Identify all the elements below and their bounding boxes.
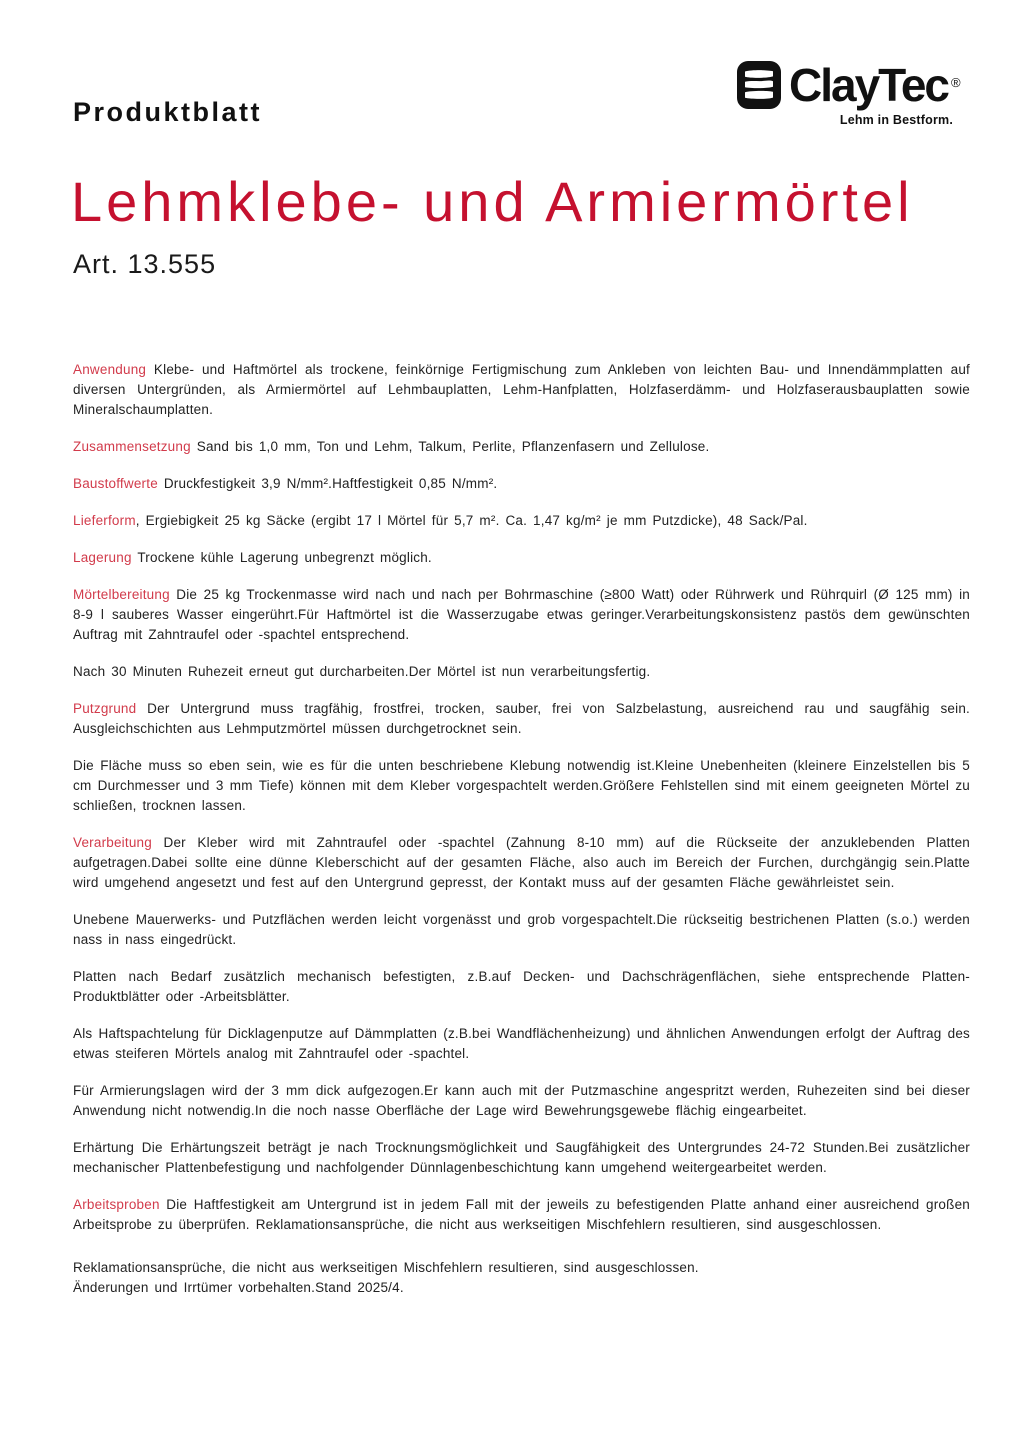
paragraph-text: Platten nach Bedarf zusätzlich mechanisch befestigten, z.B.auf Decken- und Dachschrägenflächen, siehe entsprechende Platten-Produktblätter oder -Arbeitsblätter.: [73, 969, 970, 1004]
footer-line: Änderungen und Irrtümer vorbehalten.Stand 2025/4.: [73, 1280, 404, 1295]
paragraph-text: Sand bis 1,0 mm, Ton und Lehm, Talkum, Perlite, Pflanzenfasern und Zellulose.: [190, 439, 710, 454]
section-label: Arbeitsproben: [73, 1197, 160, 1212]
section-label: Anwendung: [73, 362, 147, 377]
section-label: Lieferform: [73, 513, 136, 528]
paragraph-text: Unebene Mauerwerks- und Putzflächen werden leicht vorgenässt und grob vorgespachtelt.Die rückseitig bestrichenen Platten (s.o.) werden nass in nass eingedrückt.: [73, 912, 970, 947]
paragraph-text: Als Haftspachtelung für Dicklagenputze auf Dämmplatten (z.B.bei Wandflächenheizung) und ähnlichen Anwendungen erfolgt der Auftrag des etwas steiferen Mörtels analog mit Zahntraufel oder -spachtel.: [73, 1026, 970, 1061]
paragraph-text: Klebe- und Haftmörtel als trockene, feinkörnige Fertigmischung zum Ankleben von leichten Bau- und Innendämmplatten auf diversen Untergründen, als Armiermörtel auf Lehmbauplatten, Lehm-Hanfplatten, Holzfaserdämm- und Holzfaserausbauplatten sowie Mineralschaumplatten.: [73, 362, 970, 417]
paragraph-text: Erhärtung Die Erhärtungszeit beträgt je nach Trocknungsmöglichkeit und Saugfähigkeit des Untergrundes 24-72 Stunden.Bei zusätzlicher mechanischer Plattenbefestigung und nachfolgender Dünnlagenbeschichtung kann umgehend weitergearbeitet werden.: [73, 1140, 970, 1175]
paragraph-text: Druckfestigkeit 3,9 N/mm².Haftfestigkeit 0,85 N/mm².: [157, 476, 498, 491]
section-label: Baustoffwerte: [73, 476, 158, 491]
paragraph-text: Trockene kühle Lagerung unbegrenzt möglich.: [131, 550, 432, 565]
paragraph-arbeitsproben: [73, 1195, 970, 1235]
document-type-label: Produktblatt: [73, 97, 262, 127]
section-label: Mörtelbereitung: [73, 587, 170, 602]
section-label: Lagerung: [73, 550, 132, 565]
logo-row: [737, 59, 961, 111]
paragraph-text: Die 25 kg Trockenmasse wird nach und nach per Bohrmaschine (≥800 Watt) oder Rührwerk und Rührquirl (Ø 125 mm) in 8-9 l sauberes Wasser eingerührt.Für Haftmörtel ist die Wasserzugabe etwas geringer.Verarbeitungskonsistenz pastös dem gewünschten Auftrag mit Zahntraufel oder -spachtel entsprechend.: [73, 587, 970, 642]
section-label: Putzgrund: [73, 701, 137, 716]
paragraph-text: Die Fläche muss so eben sein, wie es für die unten beschriebene Klebung notwendig ist.Kleine Unebenheiten (kleinere Einzelstellen bis 5 cm Durchmesser und 3 mm Tiefe) können mit dem Kleber vorgespachtelt werden.Größere Fehlstellen sind mit einem geeigneten Mörtel zu schließen, trocknen lassen.: [73, 758, 970, 813]
paragraph-erhaertung: [73, 1138, 970, 1178]
datasheet-body: [73, 360, 970, 1298]
paragraph-baustoffwerte: [73, 474, 970, 494]
paragraph-anwendung: [73, 360, 970, 420]
paragraph-text: Der Kleber wird mit Zahntraufel oder -spachtel (Zahnung 8-10 mm) auf die Rückseite der anzuklebenden Platten aufgetragen.Dabei sollte eine dünne Kleberschicht auf der gesamten Fläche, also auch im Bereich der Furchen, durchgängig sein.Platte wird umgehend angesetzt und fest auf den Untergrund gepresst, der Kontakt muss auf der gesamten Fläche gewährleistet sein.: [73, 835, 970, 890]
paragraph-verarbeitung: [73, 833, 970, 893]
paragraph-text: Nach 30 Minuten Ruhezeit erneut gut durcharbeiten.Der Mörtel ist nun verarbeitungsfertig.: [73, 664, 651, 679]
product-title: Lehmklebe- und Armiermörtel: [71, 170, 914, 233]
paragraph-text: Die Haftfestigkeit am Untergrund ist in jedem Fall mit der jeweils zu befestigenden Platte anhand einer ausreichend großen Arbeitsprobe zu überprüfen. Reklamationsansprüche, die nicht aus werkseitigen Mischfehlern resultieren, sind ausgeschlossen.: [73, 1197, 970, 1232]
brand-tagline: Lehm in Bestform.: [839, 113, 953, 127]
paragraph-flaeche: [73, 756, 970, 816]
paragraph-zusammensetzung: [73, 437, 970, 457]
paragraph-mechanische-befestigung: [73, 967, 970, 1007]
brand-wordmark: [789, 59, 961, 111]
footer: [73, 1258, 970, 1298]
paragraph-moertelbereitung: [73, 585, 970, 645]
claytec-logo: [737, 59, 961, 127]
paragraph-armierungslagen: [73, 1081, 970, 1121]
paragraph-text: , Ergiebigkeit 25 kg Säcke (ergibt 17 l Mörtel für 5,7 m². Ca. 1,47 kg/m² je mm Putzdicke), 48 Sack/Pal.: [135, 513, 808, 528]
paragraph-text: Für Armierungslagen wird der 3 mm dick aufgezogen.Er kann auch mit der Putzmaschine angespritzt werden, Ruhezeiten sind bei dieser Anwendung nicht notwendig.In die noch nasse Oberfläche der Lage wird Bewehrungsgewebe flächig eingearbeitet.: [73, 1083, 970, 1118]
paragraph-unebene-flaechen: [73, 910, 970, 950]
paragraph-text: Der Untergrund muss tragfähig, frostfrei, trocken, sauber, frei von Salzbelastung, ausreichend rau und saugfähig sein. Ausgleichschichten aus Lehmputzmörtel müssen durchgetrocknet sein.: [73, 701, 970, 736]
paragraph-lieferform: [73, 511, 970, 531]
clay-layers-icon: [737, 61, 781, 109]
section-label: Verarbeitung: [73, 835, 152, 850]
paragraph-putzgrund: [73, 699, 970, 739]
section-label: Zusammensetzung: [73, 439, 191, 454]
paragraph-haftspachtelung: [73, 1024, 970, 1064]
footer-line: Reklamationsansprüche, die nicht aus werkseitigen Mischfehlern resultieren, sind ausgeschlossen.: [73, 1260, 699, 1275]
paragraph-ruhezeit: [73, 662, 970, 682]
registered-trademark-symbol: ®: [951, 75, 961, 90]
paragraph-lagerung: [73, 548, 970, 568]
article-number: Art. 13.555: [73, 249, 217, 279]
brand-name: ClayTec: [789, 59, 949, 111]
